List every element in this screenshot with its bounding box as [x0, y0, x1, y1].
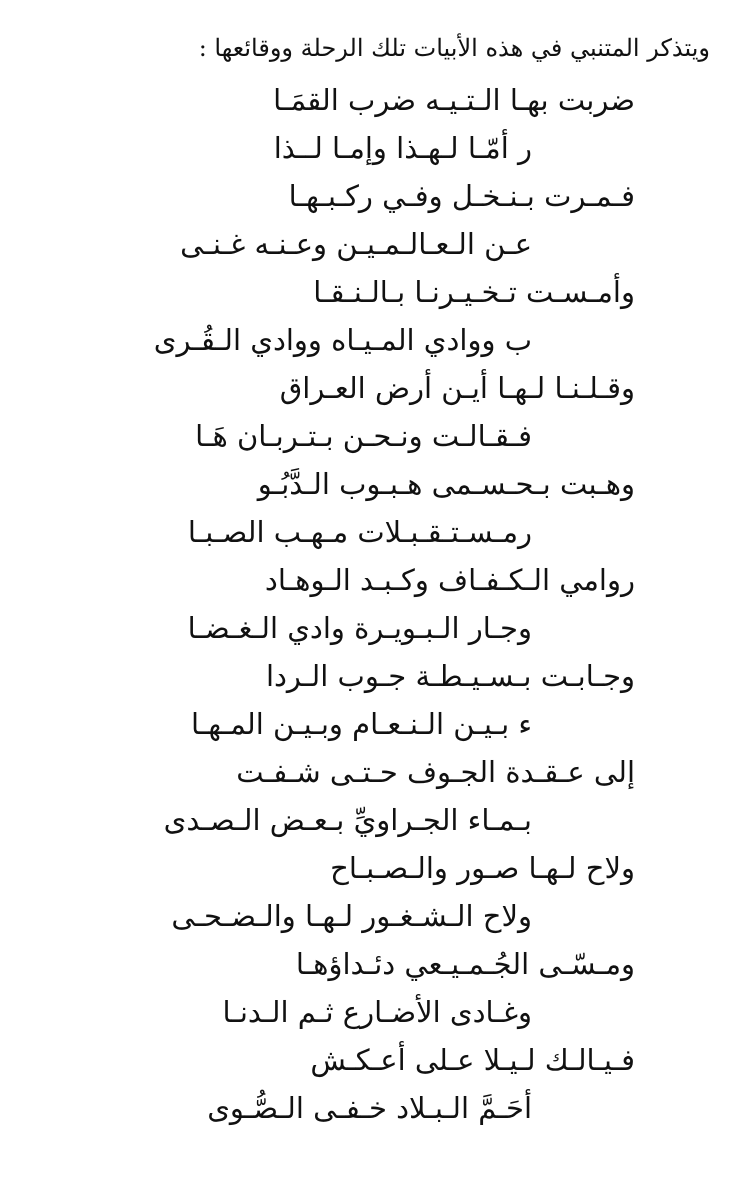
verse-line: ب ووادي المـيـاه ووادي الـقُـرى	[153, 323, 532, 357]
poem-verses	[0, 76, 740, 1132]
verse-line: وقـلـنـا لـهـا أيـن أرض العـراق	[279, 371, 635, 405]
verse-line: وجـار الـبـويـرة وادي الـغـضـا	[187, 611, 532, 645]
verse-line: ء بـيـن الـنـعـام وبـيـن المـهـا	[190, 707, 532, 741]
verse-line: ومـسّـى الجُـمـيـعي دئـداؤهـا	[295, 947, 635, 981]
verse-line: ولاح لـهـا صـور والـصـبـاح	[330, 851, 635, 885]
verse-line: فـمـرت بـنـخـل وفـي ركـبـهـا	[288, 179, 635, 213]
verse-line: روامي الـكـفـاف وكـبـد الـوهـاد	[264, 563, 635, 597]
verse-line: رمـسـتـقـبـلات مـهـب الصـبـا	[187, 515, 532, 549]
verse-line: ولاح الـشـغـور لـهـا والـضـحـى	[171, 899, 532, 933]
verse-line: فـيـالـك لـيـلا عـلى أعـكـش	[310, 1043, 635, 1077]
verse-line: ضربت بهـا الـتـيـه ضرب القمَـا	[273, 83, 635, 117]
verse-line: وأمـسـت تـخـيـرنـا بـالـنـقـا	[313, 275, 635, 309]
verse-line: فـقـالـت ونـحـن بـتـربـان هَـا	[195, 419, 532, 453]
verse-line: ر أمّـا لـهـذا وإمـا لــذا	[273, 131, 532, 165]
verse-line: بـمـاء الجـراويِّ بـعـض الـصـدى	[163, 803, 532, 837]
verse-line: عـن الـعـالـمـيـن وعـنـه غـنـى	[180, 227, 532, 261]
verse-line: إلى عـقـدة الجـوف حـتـى شـفـت	[236, 755, 635, 789]
verse-line: وغـادى الأضـارع ثـم الـدنـا	[222, 995, 532, 1029]
verse-line: وجـابـت بـسـيـطـة جـوب الـردا	[265, 659, 635, 693]
intro-text: ويتذكر المتنبي في هذه الأبيات تلك الرحلة ووقائعها :	[198, 34, 710, 62]
verse-line: أحَـمَّ الـبـلاد خـفـى الـصُّـوى	[207, 1091, 532, 1125]
verse-line: وهـبت بـحـسـمى هـبـوب الـدَّبُـو	[257, 467, 635, 501]
